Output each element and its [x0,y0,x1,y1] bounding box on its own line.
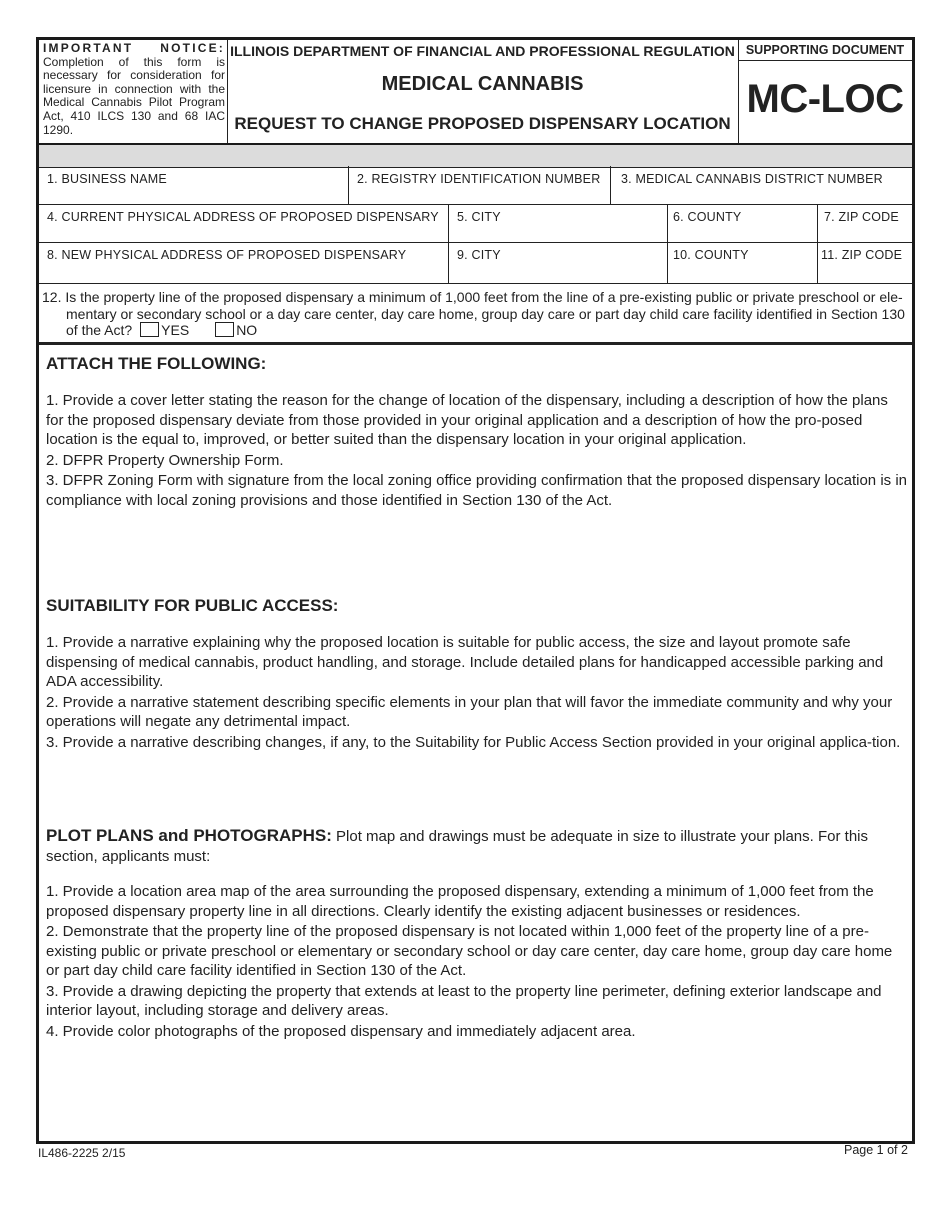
registry-id-label: 2. REGISTRY IDENTIFICATION NUMBER [357,172,601,186]
question-12-answer-row [42,322,908,339]
plot-item-4: 4. Provide color photographs of the proposed dispensary and immediately adjacent area. [46,1022,636,1040]
attach-item-2: 2. DFPR Property Ownership Form. [46,451,284,469]
form-id: MC-LOC [746,77,904,121]
suitability-item-1: 1. Provide a narrative explaining why the proposed location is suitable for public access, the size and layout promote safe dispensing of medical cannabis, product handling, and storage. Include detailed plans for handicapped accessible parking and ADA accessibility. [46,634,884,690]
header-divider-right [738,40,739,143]
plot-section-intro [46,826,908,867]
question-12-line-1: 12. Is the property line of the proposed dispensary a minimum of 1,000 feet from the line of a pre-existing public or private preschool or ele- [42,289,903,305]
section-divider [39,342,912,345]
page-title: MEDICAL CANNABIS [381,73,584,95]
district-number-label: 3. MEDICAL CANNABIS DISTRICT NUMBER [621,172,883,186]
attach-item-1: 1. Provide a cover letter stating the reason for the change of location of the dispensary, including a description of how the plans for the proposed dispensary deviate from those provided in your original application and a description of how the pro-posed location is the equal to, improved, or better suited than the dispensary location in your original application. [46,392,888,448]
grid-divider [817,204,818,242]
notice-label: IMPORTANT NOTICE: [43,41,225,55]
grid-divider [448,204,449,242]
business-name-label: 1. BUSINESS NAME [47,172,167,186]
question-12-line-3: of the Act? [66,322,133,338]
grid-divider [667,242,668,283]
current-address-label: 4. CURRENT PHYSICAL ADDRESS OF PROPOSED DISPENSARY [47,210,439,224]
grid-row-line [39,283,912,284]
grid-divider [817,242,818,283]
page-number: Page 1 of 2 [844,1143,908,1157]
suitability-item-2: 2. Provide a narrative statement describing specific elements in your plan that will favor the immediate community and why your operations will negate any detrimental impact. [46,693,893,730]
county-label-2: 10. COUNTY [673,248,749,262]
header-divider-left [227,40,228,143]
supporting-document-label: SUPPORTING DOCUMENT [745,43,905,57]
suitability-list [46,633,908,753]
plot-item-3: 3. Provide a drawing depicting the property that extends at least to the property line perimeter, defining exterior landscape and interior layout, including storage and delivery areas. [46,982,882,1019]
suitability-item-3: 3. Provide a narrative describing changes, if any, to the Suitability for Public Access Section provided in your original applica-tion. [46,733,901,751]
agency-name: ILLINOIS DEPARTMENT OF FINANCIAL AND PROFESSIONAL REGULATION [230,43,735,59]
grid-divider [610,166,611,204]
gray-band [39,143,912,168]
plot-item-1: 1. Provide a location area map of the area surrounding the proposed dispensary, extending a minimum of 1,000 feet from the proposed dispensary property line in all directions. Clearly identify the existing adjacent businesses or residences. [46,883,874,920]
important-notice [43,42,225,137]
new-address-label: 8. NEW PHYSICAL ADDRESS OF PROPOSED DISPENSARY [47,248,407,262]
question-12-line-2: mentary or secondary school or a day care center, day care home, group day care or part day child care facility identified in Section 130 [66,305,905,322]
yes-label: YES [161,322,190,338]
yes-checkbox[interactable] [140,322,159,337]
question-12 [42,289,908,339]
county-label-1: 6. COUNTY [673,210,742,224]
attach-list [46,391,908,511]
attach-item-3: 3. DFPR Zoning Form with signature from the local zoning office providing confirmation that the proposed dispensary location is in compliance with local zoning provisions and those identified in Section 130 of the Act. [46,472,907,509]
no-label: NO [236,322,258,338]
plot-intro: Plot map and drawings must be adequate in size to illustrate your plans. For this section, applicants must: [46,828,868,865]
supdoc-underline [738,60,912,61]
grid-divider [448,242,449,283]
notice-text: Completion of this form is necessary for consideration for licensure in connection with the Medical Cannabis Pilot Program Act, 410 ILCS 130 and 68 IAC 1290. [43,54,225,137]
form-frame [36,37,915,1144]
grid-row-line [39,242,912,243]
attach-heading: ATTACH THE FOLLOWING: [46,354,267,373]
zip-label-2: 11. ZIP CODE [821,248,903,262]
plot-item-2: 2. Demonstrate that the property line of the proposed dispensary is not located within 1,000 feet of the property line of a pre-existing public or private preschool or elementary or secondary school or day care center, day care home, group day care home or part day child care facility identified in Section 130 of the Act. [46,923,893,979]
suitability-heading: SUITABILITY FOR PUBLIC ACCESS: [46,596,339,615]
city-label-1: 5. CITY [457,210,501,224]
form-code: IL486-2225 2/15 [38,1146,126,1160]
plot-list [46,882,908,1042]
zip-label-1: 7. ZIP CODE [824,210,899,224]
city-label-2: 9. CITY [457,248,501,262]
grid-divider [667,204,668,242]
plot-heading: PLOT PLANS and PHOTOGRAPHS: [46,826,332,845]
no-checkbox[interactable] [215,322,234,337]
grid-divider [348,166,349,204]
page-subtitle: REQUEST TO CHANGE PROPOSED DISPENSARY LOCATION [234,114,731,133]
grid-row-line [39,204,912,205]
